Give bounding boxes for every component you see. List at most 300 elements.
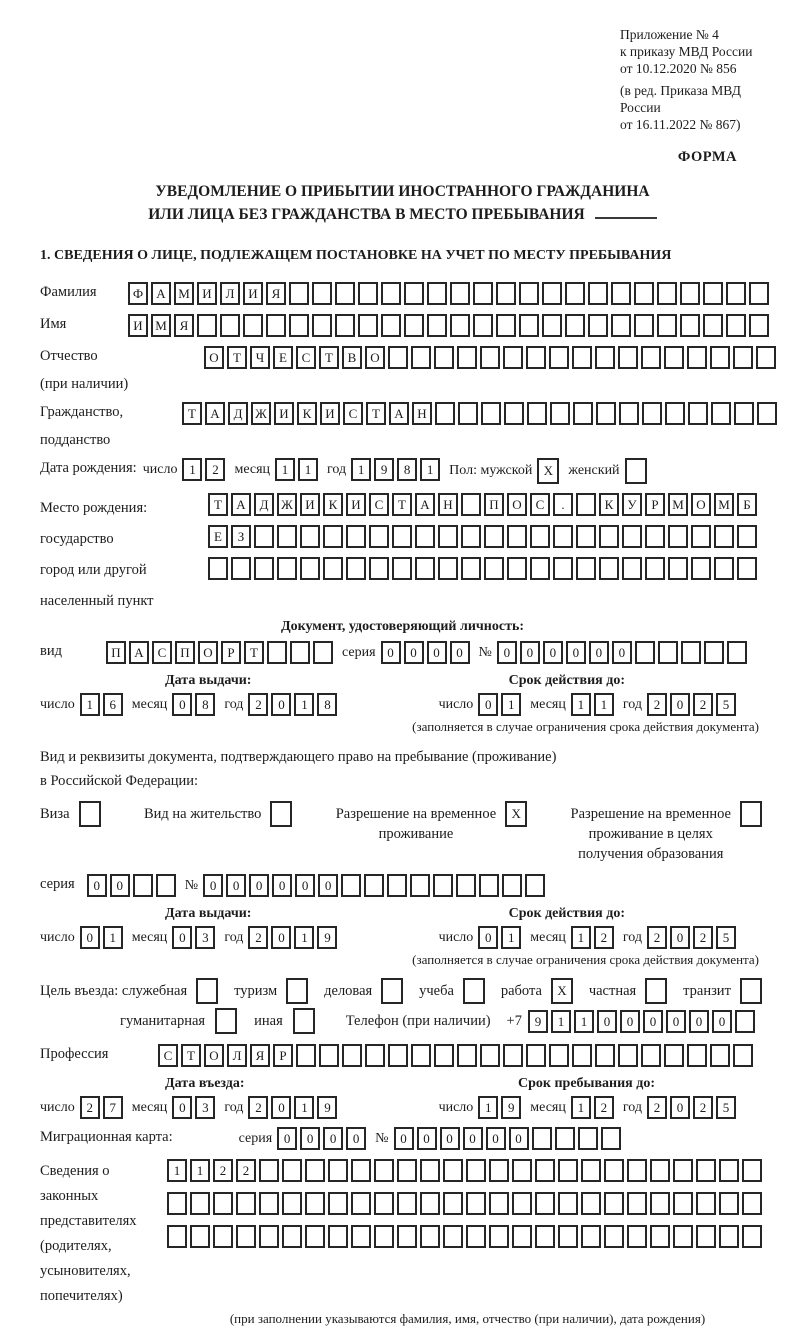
header-reference [620,26,765,133]
form-cell: 0 [295,874,315,897]
day-label: число [438,929,474,945]
form-cell: 9 [501,1096,521,1119]
form-cell [576,493,596,516]
form-cell [473,282,493,305]
form-cell [650,1192,670,1215]
form-cell [435,402,455,425]
form-cell: М [714,493,734,516]
form-cell [458,402,478,425]
form-cell [558,1225,578,1248]
form-cell [558,1159,578,1182]
number-label: № [478,644,492,660]
form-cell [512,1225,532,1248]
title-line-1: УВЕДОМЛЕНИЕ О ПРИБЫТИИ ИНОСТРАННОГО ГРАЖДАНИНА [155,183,650,200]
form-cell [289,314,309,337]
day-label: число [40,696,75,712]
legal-reps-label-line: законных [40,1188,99,1204]
form-cell: Т [181,1044,201,1067]
form-cell: Д [228,402,248,425]
form-cell: А [389,402,409,425]
legal-reps-row1-cells [167,1159,765,1182]
form-cell [645,557,665,580]
form-cell [588,314,608,337]
form-cell [438,557,458,580]
purpose-study [419,978,488,1004]
form-cell: К [599,493,619,516]
purpose-humanitarian-label: гуманитарная [120,1012,206,1029]
form-cell [236,1225,256,1248]
identity-dates-row [40,693,765,716]
purpose-official-label: служебная [121,983,188,999]
form-cell [665,402,685,425]
form-cell [507,557,527,580]
form-cell [658,641,678,664]
form-cell [305,1159,325,1182]
form-cell [710,346,730,369]
form-cell [466,1159,486,1182]
patronymic-label [40,346,204,393]
form-cell [397,1225,417,1248]
form-cell [703,282,723,305]
form-cell [742,1192,762,1215]
migration-card-group [233,1127,624,1150]
entry-month [172,1096,218,1119]
form-cell [604,1225,624,1248]
patronymic-row [40,346,765,393]
title-line-2: ИЛИ ЛИЦА БЕЗ ГРАЖДАНСТВА В МЕСТО ПРЕБЫВАНИЯ [148,206,585,223]
form-cell: И [128,314,148,337]
form-cell: 0 [597,1010,617,1033]
form-cell [604,1192,624,1215]
residence-series-row [40,874,765,897]
form-cell [757,402,777,425]
form-cell [328,1225,348,1248]
form-cell [581,1192,601,1215]
form-cell [190,1192,210,1215]
form-cell: С [296,346,316,369]
form-cell: 0 [440,1127,460,1150]
form-cell: 2 [248,926,268,949]
form-cell [618,346,638,369]
identity-issue-month [172,693,218,716]
temp-residence-edu-option [571,801,765,864]
form-cell [642,402,662,425]
form-cell: 0 [249,874,269,897]
form-cell [696,1225,716,1248]
phone-cells [528,1010,758,1033]
form-cell [420,1192,440,1215]
form-cell [578,1127,598,1150]
form-cell: О [691,493,711,516]
series-label: серия [40,876,75,892]
form-cell: 0 [271,1096,291,1119]
series-label: серия [238,1130,273,1146]
visa-checkbox [79,801,104,827]
form-cell [622,525,642,548]
form-cell: 0 [566,641,586,664]
form-cell: С [369,493,389,516]
form-cell [696,1192,716,1215]
form-cell [231,557,251,580]
form-cell: 0 [670,926,690,949]
form-cell [601,1127,621,1150]
form-cell [719,1159,739,1182]
form-cell: 1 [571,926,591,949]
form-cell [427,282,447,305]
form-cell: 0 [589,641,609,664]
identity-expiry-day [478,693,524,716]
form-cell [599,525,619,548]
purpose-other-checkbox [293,1008,318,1034]
form-cell [595,1044,615,1067]
form-cell: 0 [478,926,498,949]
form-cell: А [129,641,149,664]
form-cell [555,1127,575,1150]
form-cell [427,314,447,337]
form-cell [530,557,550,580]
identity-expiry-heading: Срок действия до: [508,673,625,688]
form-cell [634,314,654,337]
identity-issue-year [248,693,340,716]
form-cell [443,1192,463,1215]
residence-issue-month [172,926,218,949]
purpose-transit [683,978,765,1004]
form-cell [461,557,481,580]
stay-year [647,1096,739,1119]
form-cell [282,1225,302,1248]
identity-number-cells [497,641,750,664]
sex-female-checkbox [625,458,650,484]
form-cell [484,525,504,548]
form-cell: 0 [417,1127,437,1150]
form-cell: 0 [670,1096,690,1119]
form-cell: Т [244,641,264,664]
year-label: год [224,696,244,712]
form-cell [668,525,688,548]
migration-card-row [40,1127,765,1150]
form-cell [411,1044,431,1067]
citizenship-cells [182,402,780,425]
form-cell [167,1192,187,1215]
purpose-official [40,978,221,1004]
form-cell: 0 [666,1010,686,1033]
form-cell [604,1159,624,1182]
form-cell [512,1192,532,1215]
residence-dates-row [40,926,765,949]
form-cell: 5 [716,926,736,949]
form-cell: О [204,346,224,369]
form-cell: Т [227,346,247,369]
legal-reps-note: (при заполнении указываются фамилия, имя, отчество (при наличии), дата рождения) [229,1311,706,1326]
form-cell: Л [227,1044,247,1067]
form-cell: У [622,493,642,516]
form-cell: 1 [275,458,295,481]
residence-options-row [40,801,765,864]
form-cell: 6 [103,693,123,716]
form-cell: 9 [317,926,337,949]
birth-year-cells [351,458,443,481]
temp-residence-edu-line3: получения образования [578,846,724,862]
year-label: год [622,929,642,945]
form-cell: Д [254,493,274,516]
form-cell [733,1044,753,1067]
form-cell [434,346,454,369]
birth-place-row1-cells [208,493,760,516]
temp-residence-checkbox [505,801,530,827]
identity-validity-note: (заполняется в случае ограничения срока действия документа) [412,719,759,734]
form-cell [519,282,539,305]
form-cell [749,314,769,337]
form-cell [565,314,585,337]
form-cell [733,346,753,369]
form-cell: П [484,493,504,516]
purpose-tourism-checkbox [286,978,311,1004]
form-cell: 1 [351,458,371,481]
legal-reps-label-line: Сведения о [40,1163,110,1179]
form-cell [611,282,631,305]
form-cell: 2 [693,693,713,716]
migration-series-cells [277,1127,369,1150]
form-cell [625,458,647,484]
form-cell: 2 [248,1096,268,1119]
year-label: год [622,1099,642,1115]
visa-option [40,801,104,827]
form-cell [535,1192,555,1215]
residence-doc-line2: в Российской Федерации: [40,773,199,789]
form-cell [433,874,453,897]
legal-reps-label-line: представителях [40,1213,137,1229]
purpose-transit-checkbox [740,978,765,1004]
form-cell: 0 [643,1010,663,1033]
series-label: серия [342,644,376,660]
form-cell [489,1225,509,1248]
residence-expiry-day [478,926,524,949]
birth-place-row2-cells [208,525,760,548]
entry-dates-row [40,1096,765,1119]
form-cell [208,557,228,580]
form-cell: 2 [647,693,667,716]
legal-reps-label-line: усыновителях, [40,1263,131,1279]
form-cell: 2 [693,926,713,949]
form-cell [215,1008,237,1034]
month-label: месяц [234,461,271,477]
birth-place-block [40,493,765,617]
form-cell [503,346,523,369]
form-cell [719,1192,739,1215]
form-cell: 7 [103,1096,123,1119]
form-cell: 5 [716,693,736,716]
residence-series-cells [87,874,179,897]
stay-until-heading: Срок пребывания до: [518,1076,655,1091]
form-cell [443,1225,463,1248]
purpose-humanitarian-checkbox [215,1008,240,1034]
form-cell: 0 [226,874,246,897]
form-cell [572,346,592,369]
identity-kind-cells [106,641,336,664]
form-cell: И [197,282,217,305]
purpose-tourism [234,978,311,1004]
form-cell [365,1044,385,1067]
migration-card-label: Миграционная карта: [40,1129,173,1145]
number-label: № [375,1130,389,1146]
profession-row [40,1044,765,1067]
form-cell [710,1044,730,1067]
identity-expiry-year [647,693,739,716]
form-cell [496,282,516,305]
form-cell [277,525,297,548]
given-name-cells [128,314,772,337]
form-cell [328,1159,348,1182]
form-cell [726,282,746,305]
form-cell: 0 [543,641,563,664]
form-cell [727,641,747,664]
phone-prefix: +7 [506,1012,522,1029]
birth-date-row [40,458,765,484]
form-cell [719,1225,739,1248]
form-cell: М [151,314,171,337]
form-cell: 0 [203,874,223,897]
purpose-study-checkbox [463,978,488,1004]
form-cell [714,525,734,548]
form-cell: Н [438,493,458,516]
form-cell: 0 [404,641,424,664]
form-cell [167,1225,187,1248]
form-cell: 0 [300,1127,320,1150]
form-cell [290,641,310,664]
surname-row [40,282,765,305]
form-cell [657,314,677,337]
form-cell: Ж [277,493,297,516]
form-cell [595,346,615,369]
form-cell: 0 [172,926,192,949]
form-cell [411,346,431,369]
form-cell [553,557,573,580]
form-cell: 0 [172,1096,192,1119]
form-cell: 1 [478,1096,498,1119]
form-cell: О [198,641,218,664]
form-cell [749,282,769,305]
identity-doc-row [40,641,765,664]
form-cell: 0 [381,641,401,664]
form-cell: Р [645,493,665,516]
legal-reps-block [40,1159,765,1309]
year-label: год [327,461,347,477]
form-cell [737,525,757,548]
form-cell: X [505,801,527,827]
citizenship-label-line2: подданство [40,432,111,448]
stay-month [571,1096,617,1119]
form-cell [443,1159,463,1182]
day-label: число [438,1099,474,1115]
sex-male-checkbox [537,458,562,484]
form-cell [711,402,731,425]
form-cell: 1 [80,693,100,716]
section1-heading: 1. СВЕДЕНИЯ О ЛИЦЕ, ПОДЛЕЖАЩЕМ ПОСТАНОВКЕ НА УЧЕТ ПО МЕСТУ ПРЕБЫВАНИЯ [40,248,672,263]
given-name-label: Имя [40,316,67,332]
form-cell: 2 [693,1096,713,1119]
purpose-private-checkbox [645,978,670,1004]
birth-date-label: Дата рождения: [40,460,137,476]
form-cell [456,874,476,897]
form-cell: Т [366,402,386,425]
month-label: месяц [530,1099,566,1115]
identity-expiry-group [433,693,739,716]
residence-expiry-month [571,926,617,949]
purpose-row [40,978,765,1004]
entry-date-group [40,1096,340,1119]
form-cell [650,1159,670,1182]
form-cell [289,282,309,305]
form-cell [525,874,545,897]
form-cell: 9 [374,458,394,481]
residence-number-cells [203,874,548,897]
form-cell: 1 [167,1159,187,1182]
form-cell: 0 [427,641,447,664]
patronymic-label-line1: Отчество [40,348,98,364]
form-cell [312,314,332,337]
form-cell: А [231,493,251,516]
form-cell: Л [220,282,240,305]
form-cell [341,874,361,897]
form-cell [243,314,263,337]
form-cell [657,282,677,305]
month-label: месяц [131,696,168,712]
identity-series-group [336,641,750,664]
form-cell [673,1225,693,1248]
residence-issue-group [40,926,340,949]
sex-female-label: женский [568,463,620,478]
form-cell: 0 [612,641,632,664]
form-cell: Т [182,402,202,425]
form-cell: 2 [236,1159,256,1182]
form-cell: 1 [571,1096,591,1119]
form-cell [466,1192,486,1215]
identity-series-cells [381,641,473,664]
form-cell: И [274,402,294,425]
form-cell: Н [412,402,432,425]
profession-cells [158,1044,756,1067]
form-cell [351,1159,371,1182]
form-cell [549,346,569,369]
form-cell [351,1192,371,1215]
form-cell: К [297,402,317,425]
form-cell [346,525,366,548]
form-cell: А [415,493,435,516]
form-cell [259,1159,279,1182]
residence-dates-headings [40,906,765,922]
temp-residence-label-line2: проживание [378,826,454,842]
citizenship-label [40,402,182,449]
form-cell [549,1044,569,1067]
form-cell [374,1159,394,1182]
form-cell: Б [737,493,757,516]
document-title [40,180,765,226]
day-label: число [40,1099,75,1115]
identity-dates-headings [40,673,765,689]
form-cell: С [158,1044,178,1067]
form-cell [305,1225,325,1248]
form-cell [369,525,389,548]
form-cell [542,282,562,305]
form-cell [740,978,762,1004]
form-cell [596,402,616,425]
form-cell: 0 [689,1010,709,1033]
form-cell [388,1044,408,1067]
form-cell: 0 [450,641,470,664]
form-cell [504,402,524,425]
form-cell: 1 [551,1010,571,1033]
form-cell: О [365,346,385,369]
